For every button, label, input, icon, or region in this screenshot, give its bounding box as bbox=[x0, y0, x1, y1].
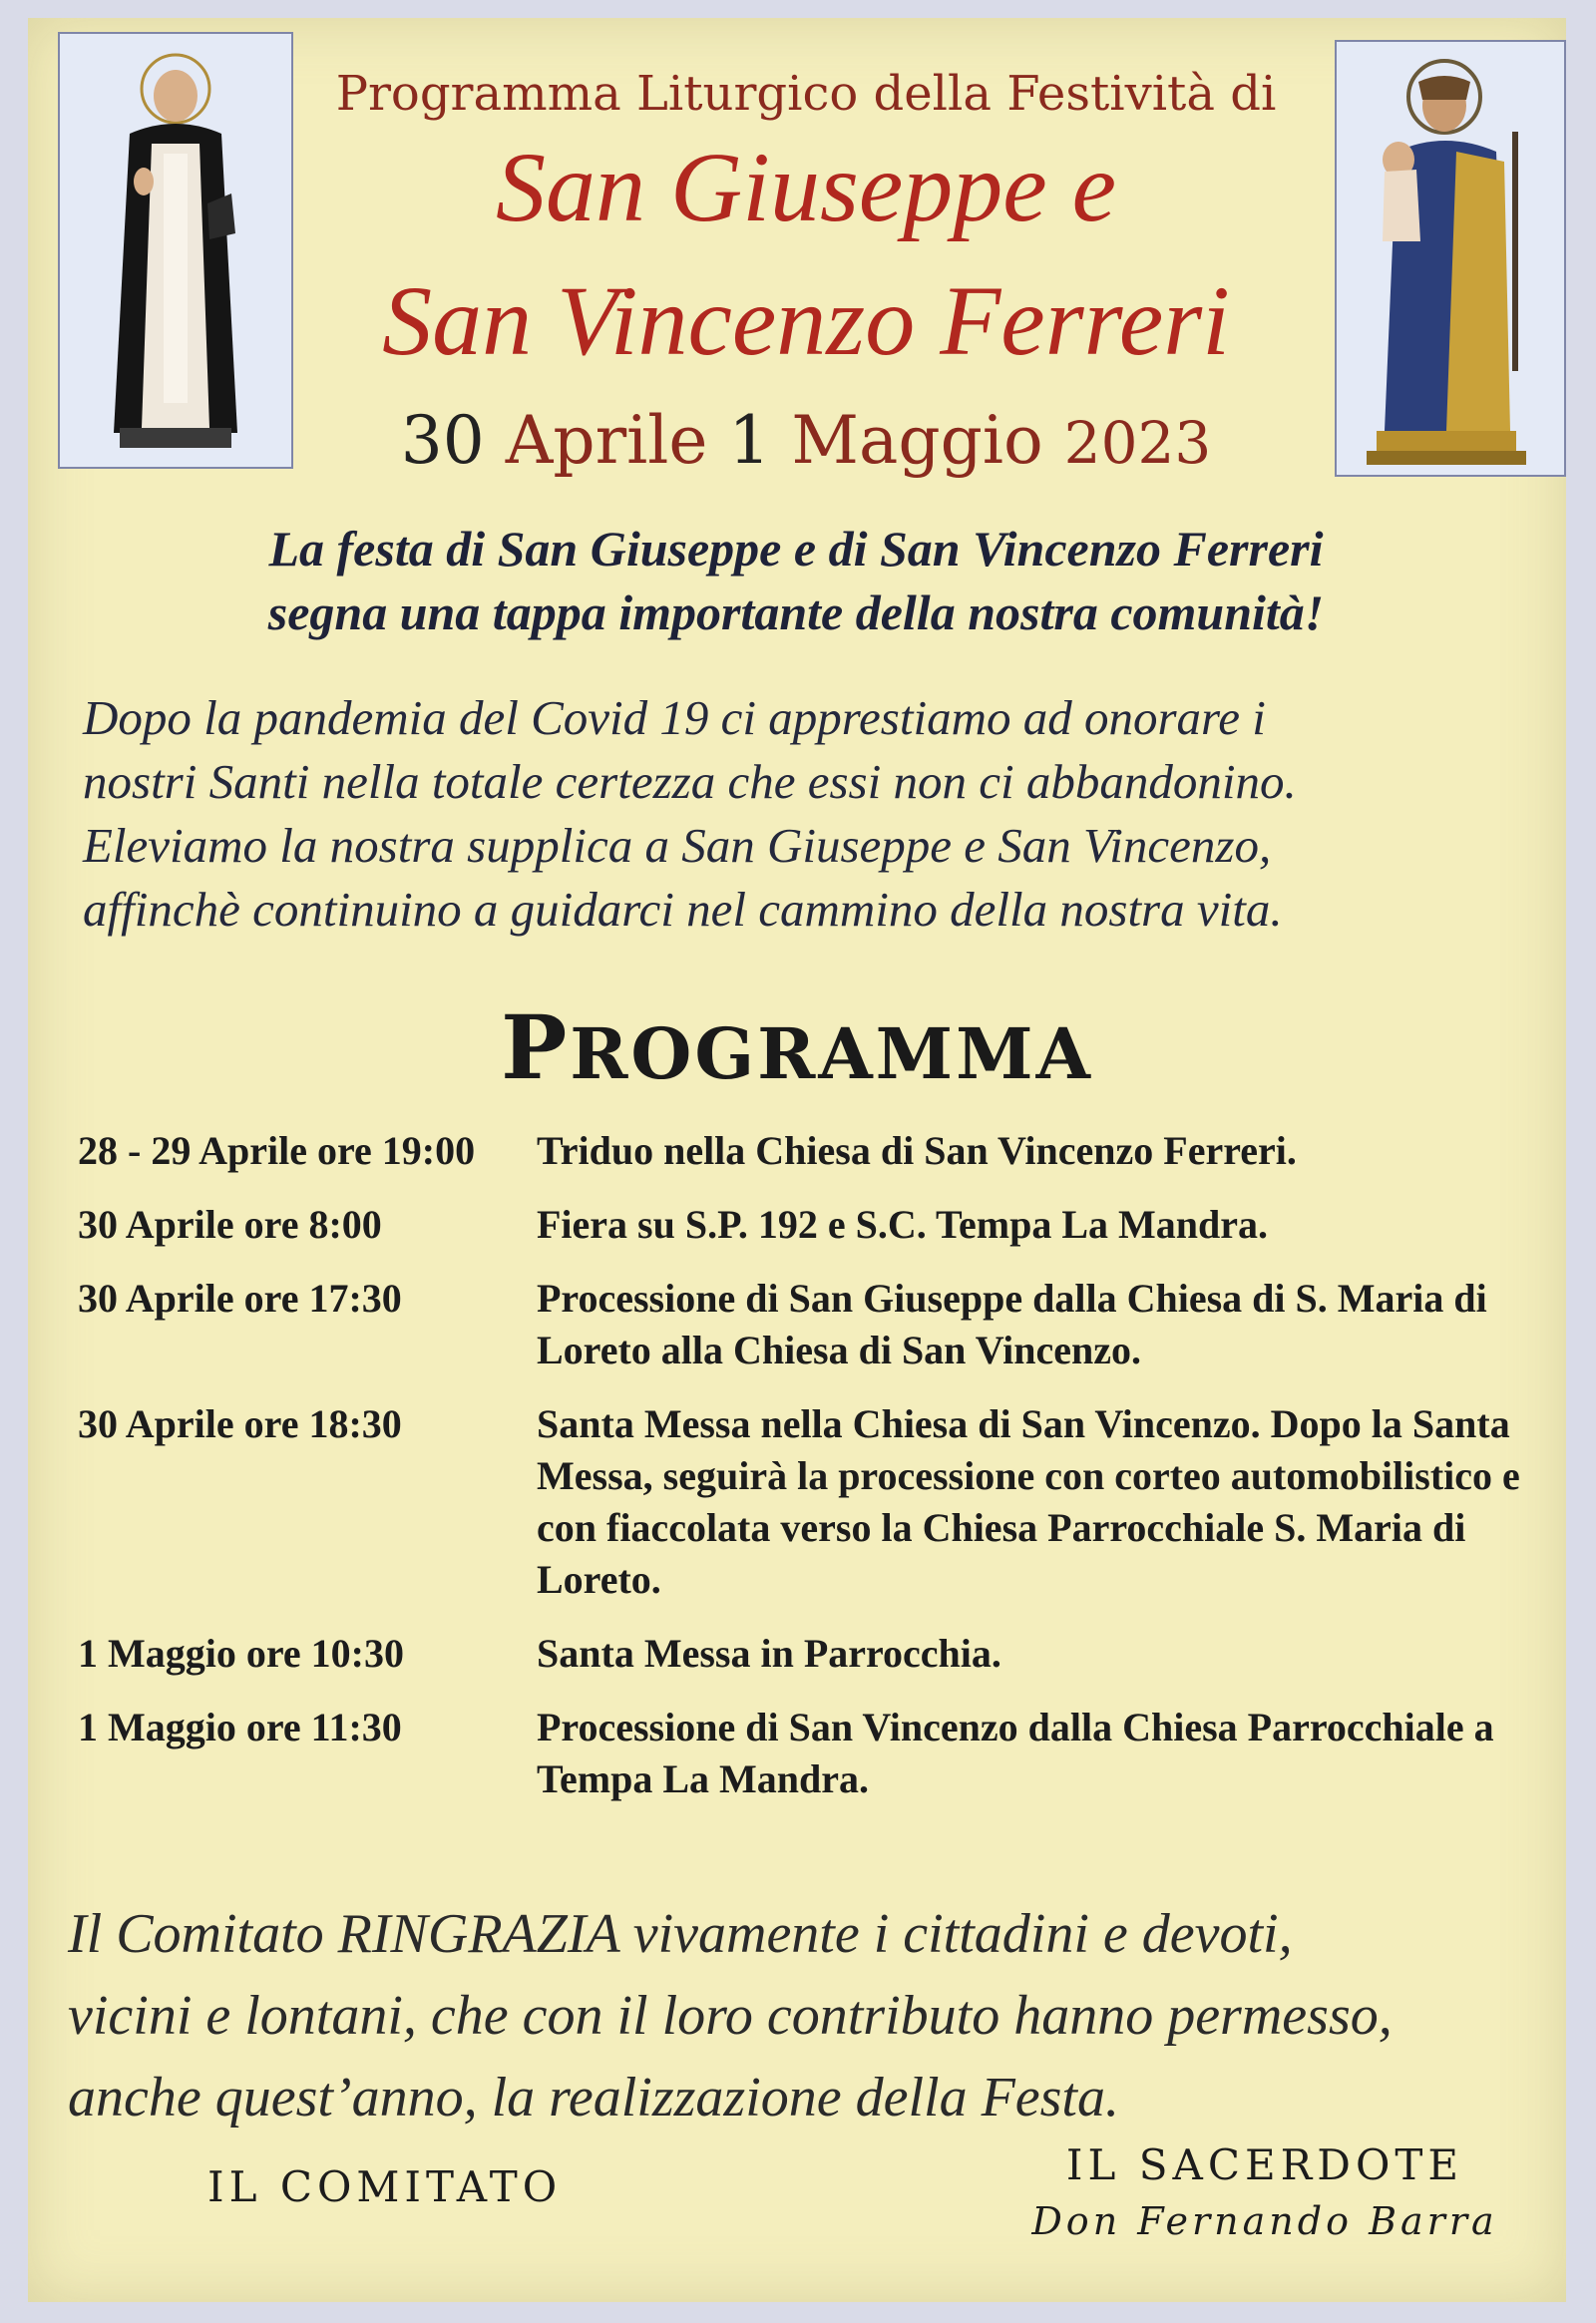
intro-paragraph bbox=[83, 686, 1529, 942]
date-month-1: Aprile bbox=[505, 402, 708, 479]
schedule-what: Fiera su S.P. 192 e S.C. Tempa La Mandra. bbox=[537, 1202, 1269, 1247]
signature-name: Don Fernando Barra bbox=[1031, 2199, 1498, 2243]
programma-heading-rest: ROGRAMMA bbox=[570, 1012, 1093, 1095]
schedule-when: 28 - 29 Aprile ore 19:00 bbox=[78, 1128, 476, 1173]
saint-giuseppe-image bbox=[1335, 40, 1566, 477]
schedule-what: Santa Messa in Parrocchia. bbox=[537, 1631, 1001, 1676]
schedule-row bbox=[78, 1628, 1554, 1680]
saint-vincenzo-statue-icon bbox=[60, 34, 291, 467]
schedule-when: 30 Aprile ore 17:30 bbox=[78, 1276, 402, 1321]
date-month-2: Maggio bbox=[791, 402, 1043, 479]
programma-heading-initial: P bbox=[501, 995, 571, 1099]
title-san-giuseppe: San Giuseppe e bbox=[495, 132, 1117, 242]
schedule-what: Santa Messa nella Chiesa di San Vincenzo. Dopo la Santa Messa, seguirà la processione con corteo automobilistico e con fiaccolata verso la Chiesa Parrocchiale S. Maria di Loreto. bbox=[537, 1401, 1520, 1602]
signature-role: IL SACERDOTE bbox=[1065, 2140, 1464, 2189]
schedule-what: Processione di San Vincenzo dalla Chiesa Parrocchiale a Tempa La Mandra. bbox=[537, 1705, 1494, 1801]
schedule-row bbox=[78, 1273, 1554, 1376]
paragraph-line-1: Dopo la pandemia del Covid 19 ci apprestiamo ad onorare i bbox=[83, 690, 1266, 745]
schedule-when: 1 Maggio ore 11:30 bbox=[78, 1705, 402, 1749]
schedule-what: Triduo nella Chiesa di San Vincenzo Ferreri. bbox=[537, 1128, 1297, 1173]
date-day-1: 30 bbox=[400, 402, 485, 479]
signature-sacerdote bbox=[1005, 2140, 1524, 2243]
schedule-row bbox=[78, 1398, 1554, 1606]
festival-subtitle: Programma Liturgico della Festività di bbox=[335, 66, 1277, 122]
schedule-when: 30 Aprile ore 8:00 bbox=[78, 1202, 382, 1247]
saint-giuseppe-statue-icon bbox=[1337, 42, 1564, 475]
title-san-vincenzo: San Vincenzo Ferreri bbox=[382, 265, 1230, 376]
schedule-what: Processione di San Giuseppe dalla Chiesa di S. Maria di Loreto alla Chiesa di San Vincenzo. bbox=[537, 1276, 1487, 1372]
signature-comitato: IL COMITATO bbox=[207, 2162, 563, 2211]
intro-statement bbox=[118, 517, 1474, 644]
thanks-line-1: Il Comitato RINGRAZIA vivamente i cittadini e devoti, bbox=[68, 1903, 1293, 1965]
intro-line-2: segna una tappa importante della nostra comunità! bbox=[267, 584, 1325, 640]
thanks-message bbox=[68, 1893, 1544, 2138]
date-day-2: 1 bbox=[728, 402, 771, 479]
schedule-when: 1 Maggio ore 10:30 bbox=[78, 1631, 404, 1676]
schedule-row bbox=[78, 1125, 1554, 1177]
saint-vincenzo-image bbox=[58, 32, 293, 469]
schedule-row bbox=[78, 1199, 1554, 1251]
intro-line-1: La festa di San Giuseppe e di San Vincenzo Ferreri bbox=[268, 521, 1324, 577]
festival-dates bbox=[277, 402, 1335, 479]
programma-heading bbox=[28, 995, 1566, 1099]
paragraph-line-2: nostri Santi nella totale certezza che essi non ci abbandonino. bbox=[83, 754, 1297, 809]
date-year: 2023 bbox=[1063, 409, 1212, 477]
schedule-when: 30 Aprile ore 18:30 bbox=[78, 1401, 402, 1446]
paragraph-line-3: Eleviamo la nostra supplica a San Giuseppe e San Vincenzo, bbox=[83, 818, 1272, 873]
thanks-line-3: anche quest’anno, la realizzazione della Festa. bbox=[68, 2067, 1119, 2129]
schedule-row bbox=[78, 1702, 1554, 1805]
paragraph-line-4: affinchè continuino a guidarci nel cammino della nostra vita. bbox=[83, 882, 1283, 937]
poster bbox=[28, 18, 1566, 2302]
thanks-line-2: vicini e lontani, che con il loro contributo hanno permesso, bbox=[68, 1985, 1393, 2047]
schedule-list bbox=[78, 1125, 1554, 1827]
